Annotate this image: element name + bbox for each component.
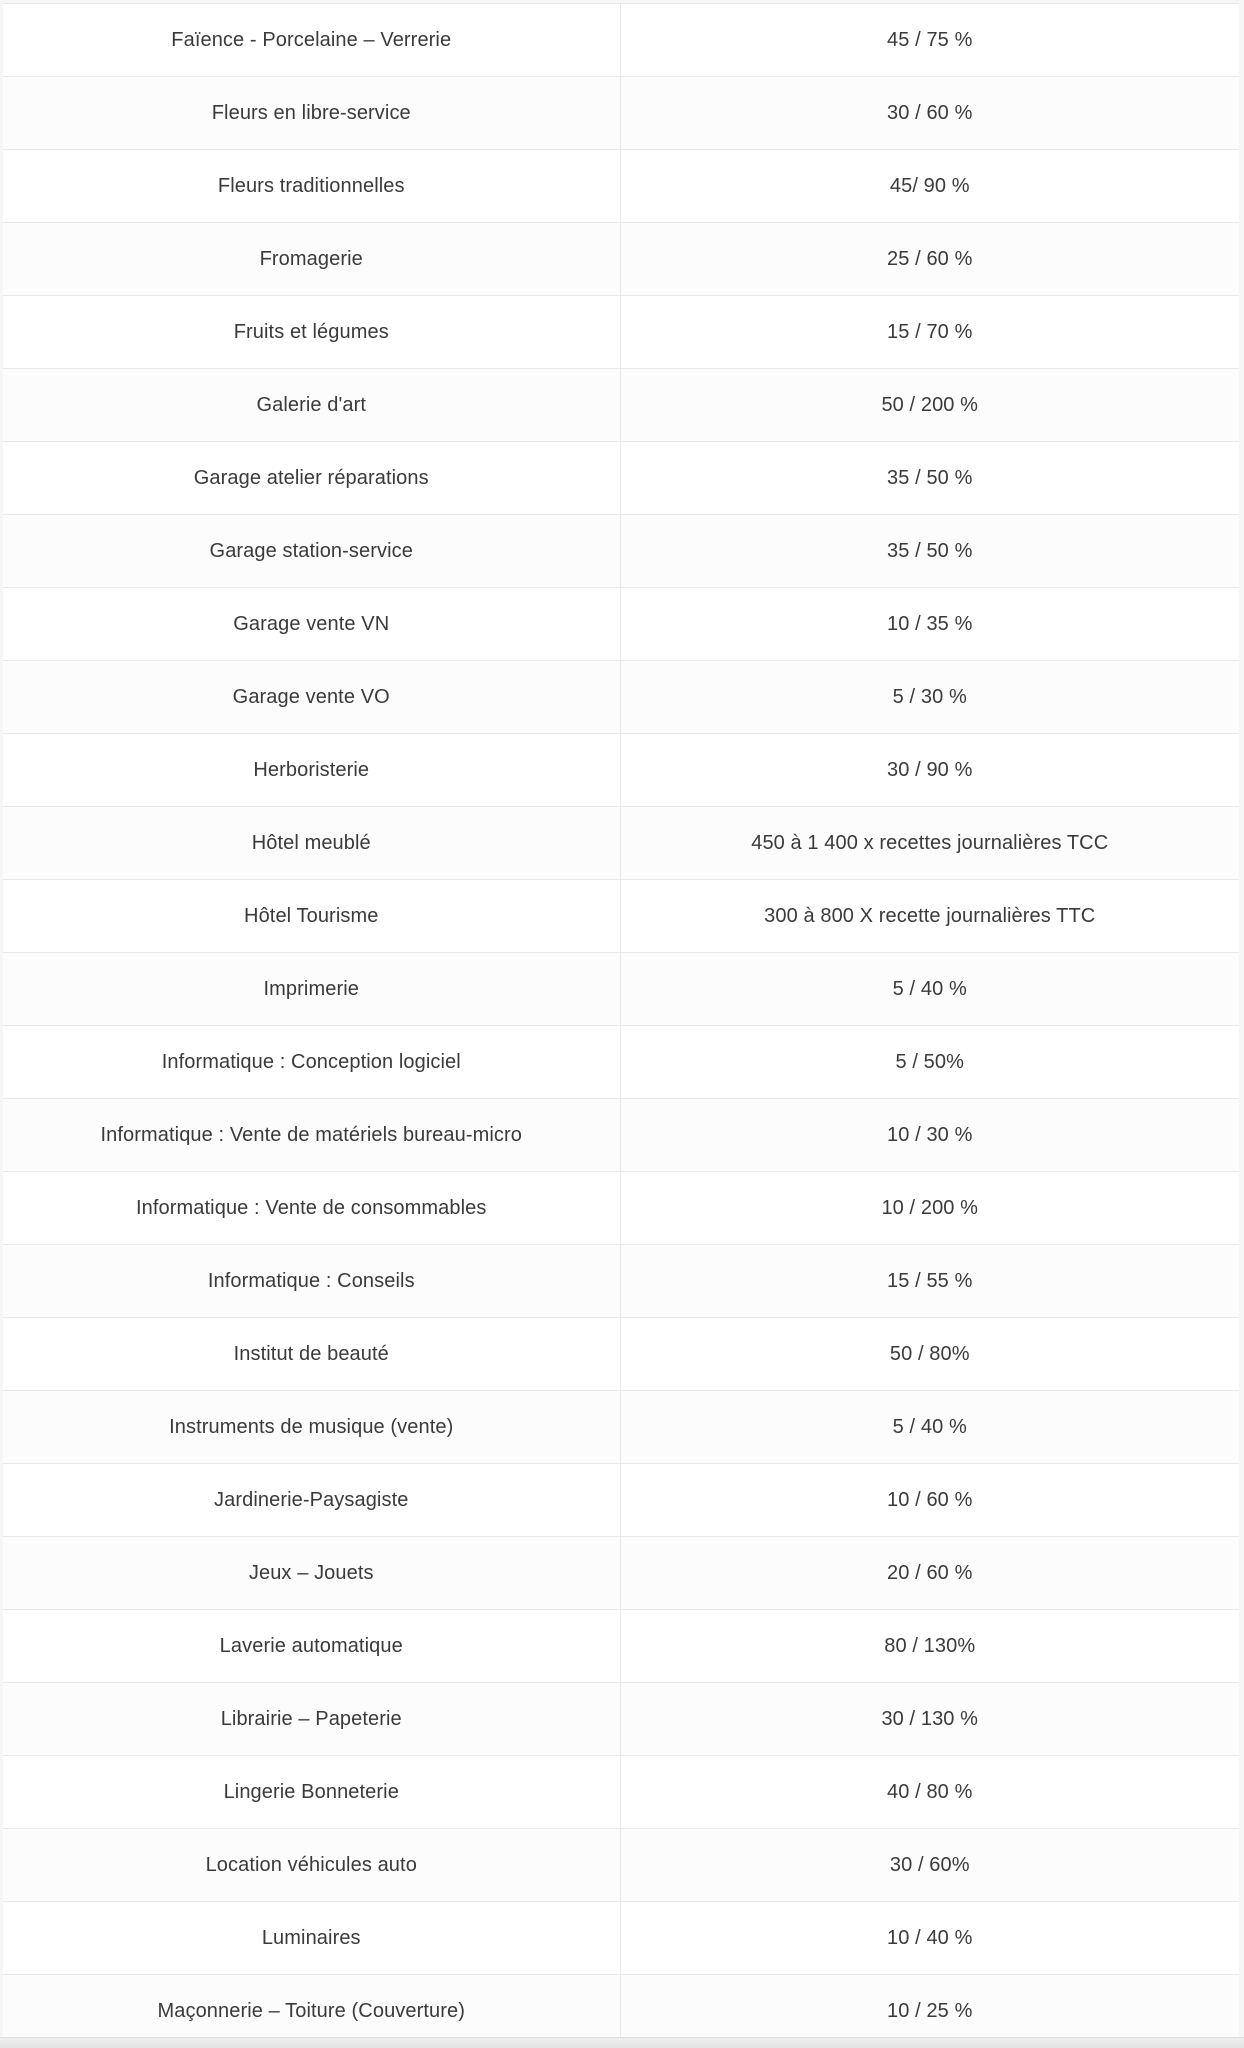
- activity-cell: Hôtel meublé: [3, 807, 620, 880]
- activity-cell: Galerie d'art: [3, 369, 620, 442]
- table-row: [3, 442, 1239, 515]
- rate-cell: 20 / 60 %: [620, 1537, 1239, 1610]
- table-row: [3, 150, 1239, 223]
- rate-cell: 45/ 90 %: [620, 150, 1239, 223]
- rate-cell: 35 / 50 %: [620, 515, 1239, 588]
- table-row: [3, 223, 1239, 296]
- activity-cell: Informatique : Vente de consommables: [3, 1172, 620, 1245]
- table-row: [3, 1391, 1239, 1464]
- rate-cell: 15 / 70 %: [620, 296, 1239, 369]
- rate-cell: 45 / 75 %: [620, 4, 1239, 77]
- bottom-edge: [0, 2037, 1244, 2048]
- table-row: [3, 1902, 1239, 1975]
- activity-cell: Fruits et légumes: [3, 296, 620, 369]
- table-row: [3, 1610, 1239, 1683]
- rate-cell: 10 / 30 %: [620, 1099, 1239, 1172]
- activity-cell: Laverie automatique: [3, 1610, 620, 1683]
- rate-cell: 10 / 200 %: [620, 1172, 1239, 1245]
- table-row: [3, 1537, 1239, 1610]
- table-row: [3, 734, 1239, 807]
- activity-cell: Librairie – Papeterie: [3, 1683, 620, 1756]
- activity-cell: Luminaires: [3, 1902, 620, 1975]
- activity-cell: Faïence - Porcelaine – Verrerie: [3, 4, 620, 77]
- activity-cell: Instruments de musique (vente): [3, 1391, 620, 1464]
- rate-cell: 30 / 90 %: [620, 734, 1239, 807]
- table-row: [3, 296, 1239, 369]
- rate-cell: 5 / 40 %: [620, 1391, 1239, 1464]
- rate-cell: 35 / 50 %: [620, 442, 1239, 515]
- activity-cell: Herboristerie: [3, 734, 620, 807]
- activity-cell: Fromagerie: [3, 223, 620, 296]
- rate-cell: 40 / 80 %: [620, 1756, 1239, 1829]
- rate-cell: 25 / 60 %: [620, 223, 1239, 296]
- activity-cell: Garage station-service: [3, 515, 620, 588]
- table-row: [3, 1756, 1239, 1829]
- rate-cell: 80 / 130%: [620, 1610, 1239, 1683]
- table-row: [3, 1026, 1239, 1099]
- activity-cell: Lingerie Bonneterie: [3, 1756, 620, 1829]
- table-row: [3, 1245, 1239, 1318]
- activity-cell: Imprimerie: [3, 953, 620, 1026]
- activity-cell: Location véhicules auto: [3, 1829, 620, 1902]
- rate-cell: 10 / 35 %: [620, 588, 1239, 661]
- rate-cell: 10 / 25 %: [620, 1975, 1239, 2048]
- activity-cell: Garage vente VO: [3, 661, 620, 734]
- rate-cell: 50 / 200 %: [620, 369, 1239, 442]
- table-row: [3, 588, 1239, 661]
- rate-cell: 15 / 55 %: [620, 1245, 1239, 1318]
- table-row: [3, 515, 1239, 588]
- rate-cell: 5 / 40 %: [620, 953, 1239, 1026]
- rate-cell: 30 / 130 %: [620, 1683, 1239, 1756]
- table-row: [3, 1829, 1239, 1902]
- activity-cell: Hôtel Tourisme: [3, 880, 620, 953]
- table-row: [3, 880, 1239, 953]
- rate-cell: 30 / 60%: [620, 1829, 1239, 1902]
- activity-cell: Maçonnerie – Toiture (Couverture): [3, 1975, 620, 2048]
- activity-cell: Informatique : Vente de matériels bureau-micro: [3, 1099, 620, 1172]
- activity-cell: Jeux – Jouets: [3, 1537, 620, 1610]
- rate-cell: 10 / 40 %: [620, 1902, 1239, 1975]
- table-row: [3, 807, 1239, 880]
- table-row: [3, 953, 1239, 1026]
- activity-cell: Fleurs en libre-service: [3, 77, 620, 150]
- rate-cell: 5 / 50%: [620, 1026, 1239, 1099]
- activity-cell: Fleurs traditionnelles: [3, 150, 620, 223]
- rate-cell: 5 / 30 %: [620, 661, 1239, 734]
- table-row: [3, 1464, 1239, 1537]
- rates-table-body: [3, 4, 1239, 2048]
- rate-cell: 50 / 80%: [620, 1318, 1239, 1391]
- rate-cell: 300 à 800 X recette journalières TTC: [620, 880, 1239, 953]
- rate-cell: 450 à 1 400 x recettes journalières TCC: [620, 807, 1239, 880]
- activity-cell: Informatique : Conception logiciel: [3, 1026, 620, 1099]
- activity-cell: Informatique : Conseils: [3, 1245, 620, 1318]
- activity-cell: Jardinerie-Paysagiste: [3, 1464, 620, 1537]
- table-row: [3, 1099, 1239, 1172]
- table-row: [3, 661, 1239, 734]
- table-row: [3, 1683, 1239, 1756]
- activity-cell: Garage vente VN: [3, 588, 620, 661]
- table-row: [3, 77, 1239, 150]
- rate-cell: 10 / 60 %: [620, 1464, 1239, 1537]
- table-row: [3, 1318, 1239, 1391]
- activity-cell: Garage atelier réparations: [3, 442, 620, 515]
- rates-table: [3, 3, 1239, 2048]
- activity-cell: Institut de beauté: [3, 1318, 620, 1391]
- table-row: [3, 4, 1239, 77]
- table-row: [3, 1172, 1239, 1245]
- rate-cell: 30 / 60 %: [620, 77, 1239, 150]
- table-row: [3, 369, 1239, 442]
